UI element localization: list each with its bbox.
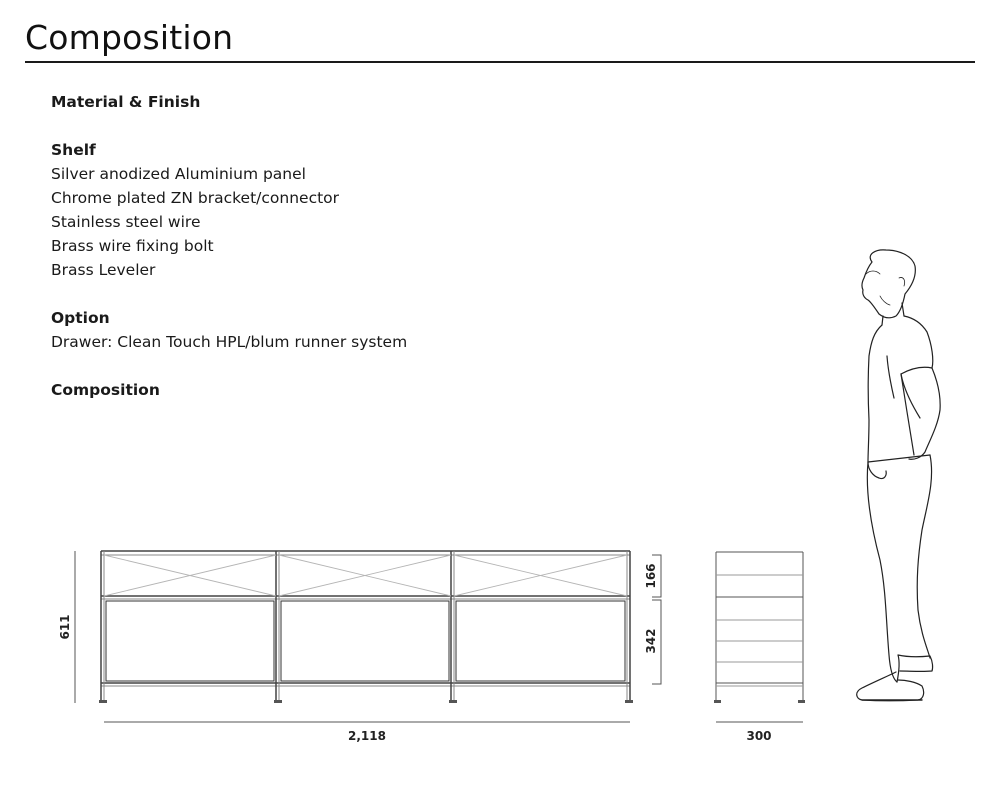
page-title: Composition bbox=[25, 18, 234, 57]
cross-wires bbox=[104, 555, 627, 596]
upper-section-label: 166 bbox=[644, 563, 658, 589]
option-item: Drawer: Clean Touch HPL/blum runner system bbox=[51, 333, 408, 351]
material-heading: Material & Finish bbox=[51, 93, 201, 111]
drawer-panel bbox=[106, 601, 274, 681]
option-heading: Option bbox=[51, 309, 110, 327]
side-elevation bbox=[714, 552, 805, 703]
drawer-panel bbox=[456, 601, 625, 681]
composition-heading: Composition bbox=[51, 381, 160, 399]
shelf-item: Chrome plated ZN bracket/connector bbox=[51, 189, 340, 207]
shelf-item: Stainless steel wire bbox=[51, 213, 201, 231]
depth-dimension-label: 300 bbox=[746, 729, 772, 743]
shelf-heading: Shelf bbox=[51, 141, 96, 159]
height-dimension-label: 611 bbox=[58, 614, 72, 640]
leveler-feet bbox=[99, 700, 633, 703]
shelf-item: Brass Leveler bbox=[51, 261, 156, 279]
shelf-item: Brass wire fixing bolt bbox=[51, 237, 214, 255]
front-elevation bbox=[99, 551, 633, 703]
drawer-panel bbox=[281, 601, 449, 681]
width-dimension-label: 2,118 bbox=[348, 729, 386, 743]
shelf-item: Silver anodized Aluminium panel bbox=[51, 165, 306, 183]
human-figure-illustration bbox=[857, 250, 940, 701]
lower-section-label: 342 bbox=[644, 628, 658, 654]
